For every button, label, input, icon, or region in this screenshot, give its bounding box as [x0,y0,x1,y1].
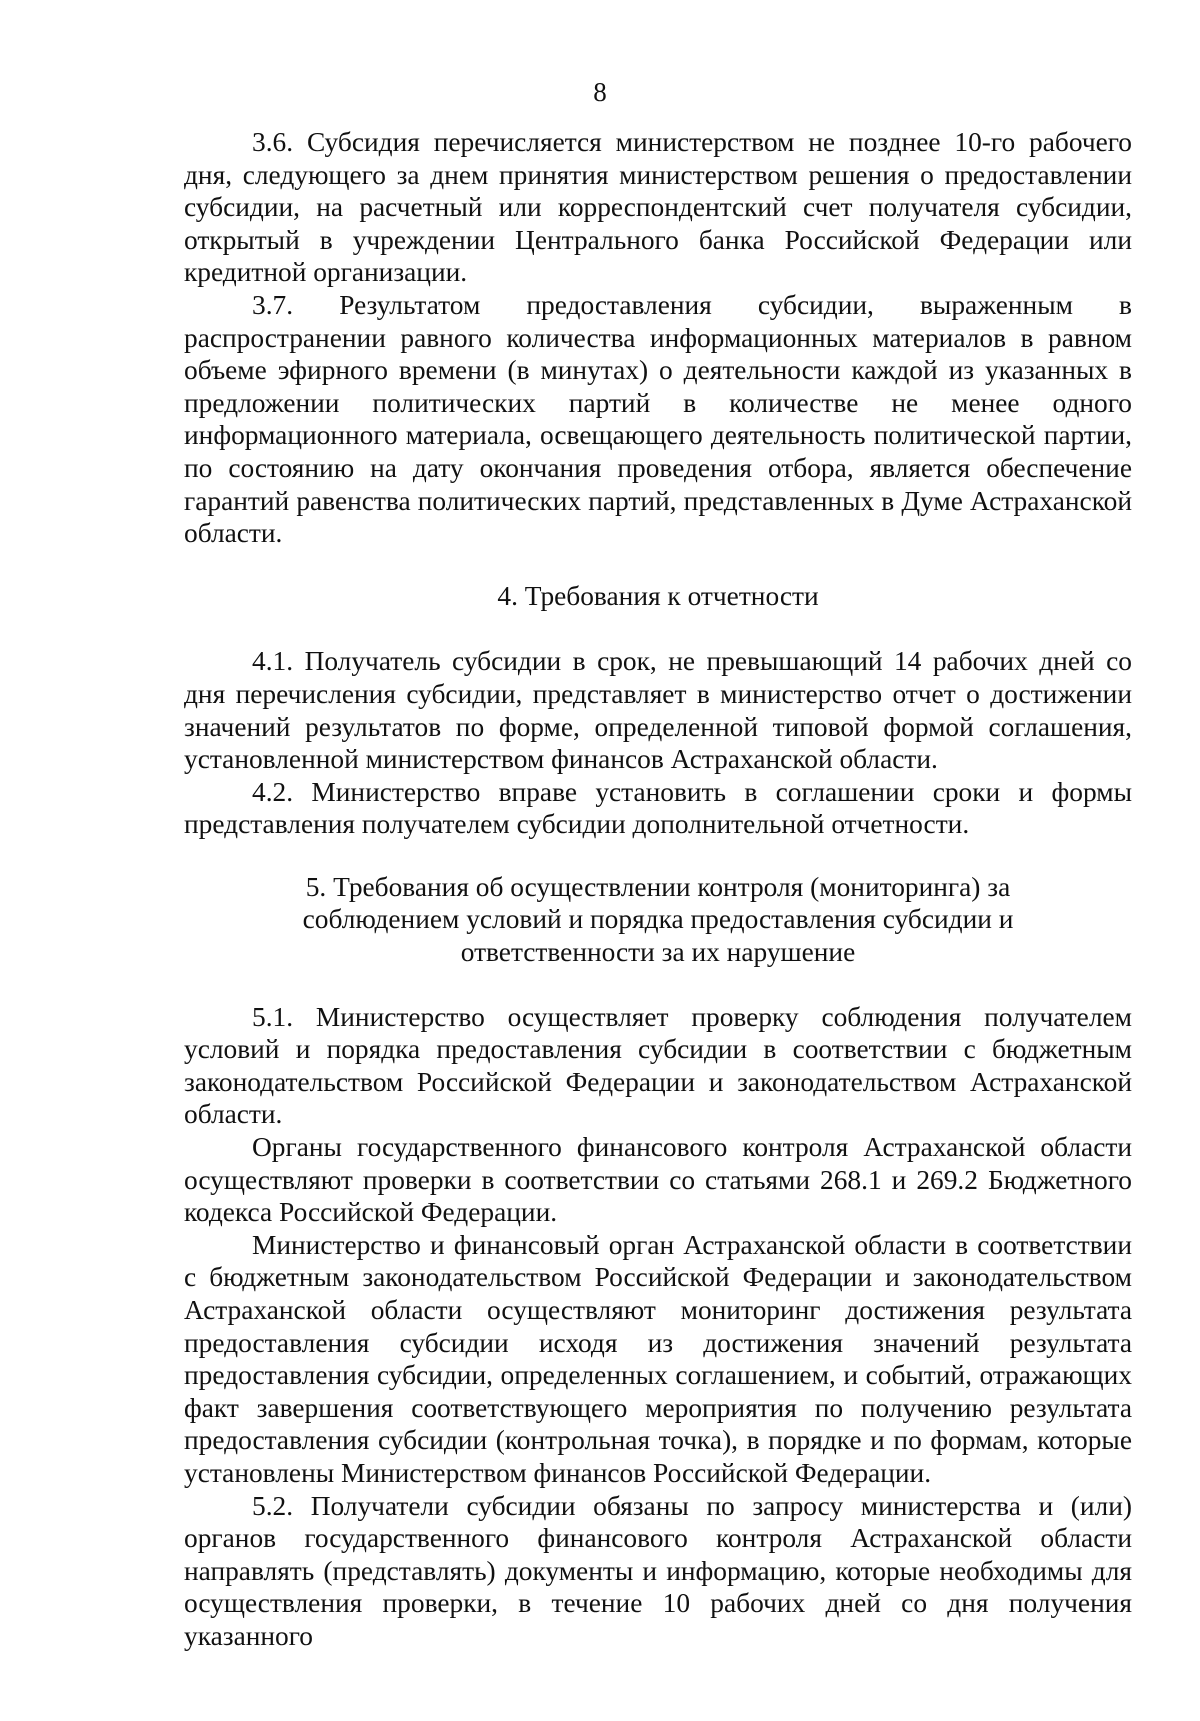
paragraph-4-1: 4.1. Получатель субсидии в срок, не превышающий 14 рабочих дней со дня перечисления субсидии, представляет в министерство отчет о достижении значений результатов по форме, определенной типовой формой соглашения, установленной министерством финансов Астраханской области. [184,646,1132,775]
paragraph-5-1: 5.1. Министерство осуществляет проверку соблюдения получателем условий и порядка предоставления субсидии в соответствии с бюджетным законодательством Российской Федерации и законодательством Астраханской области. [184,1001,1132,1130]
paragraph-3-7: 3.7. Результатом предоставления субсидии, выраженным в распространении равного количества информационных материалов в равном объеме эфирного времени (в минутах) о деятельности каждой из указанных в предложении политических партий в количестве не менее одного информационного материала, освещающего деятельность политической партии, по состоянию на дату окончания проведения отбора, является обеспечение гарантий равенства политических партий, представленных в Думе Астраханской области. [184,289,1132,549]
paragraph-monitoring: Министерство и финансовый орган Астраханской области в соответствии с бюджетным законодательством Российской Федерации и законодательством Астраханской области осуществляют мониторинг достижения результата предоставления субсидии исходя из достижения значений результата предоставления субсидии, определенных соглашением, и событий, отражающих факт завершения соответствующего мероприятия по получению результата предоставления субсидии (контрольная точка), в порядке и по формам, которые установлены Министерством финансов Российской Федерации. [184,1229,1132,1488]
document-body [184,126,1132,1653]
paragraph-5-2: 5.2. Получатели субсидии обязаны по запросу министерства и (или) органов государственного финансового контроля Астраханской области направлять (представлять) документы и информацию, которые необходимы для осуществления проверки, в течение 10 рабочих дней со дня получения указанного [184,1490,1132,1651]
section-heading-5: 5. Требования об осуществлении контроля (мониторинга) за соблюдением условий и порядка предоставления субсидии и ответственности за их нарушение [302,871,1014,968]
paragraph-financial-control: Органы государственного финансового контроля Астраханской области осуществляют проверки в соответствии со статьями 268.1 и 269.2 Бюджетного кодекса Российской Федерации. [184,1132,1132,1228]
section-heading-4: 4. Требования к отчетности [497,580,819,611]
paragraph-4-2: 4.2. Министерство вправе установить в соглашении сроки и формы представления получателем субсидии дополнительной отчетности. [184,776,1132,840]
paragraph-3-6: 3.6. Субсидия перечисляется министерством не позднее 10-го рабочего дня, следующего за днем принятия министерством решения о предоставлении субсидии, на расчетный или корреспондентский счет получателя субсидии, открытый в учреждении Центрального банка Российской Федерации или кредитной организации. [184,127,1132,288]
page-number: 8 [593,77,607,107]
